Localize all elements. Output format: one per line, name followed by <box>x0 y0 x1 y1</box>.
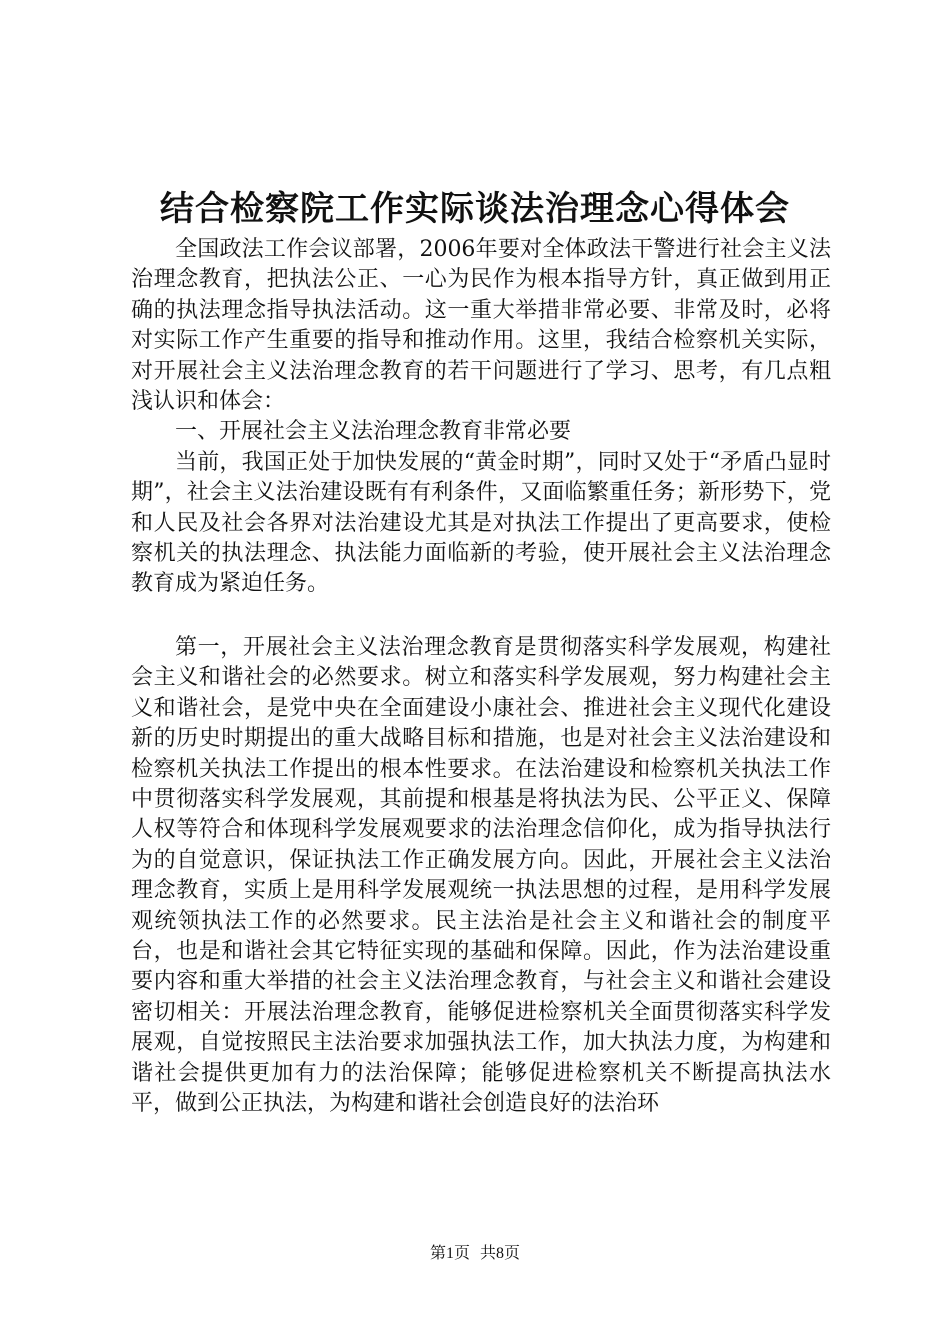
section-heading: 一、开展社会主义法治理念教育非常必要 <box>175 419 572 445</box>
document-title: 结合检察院工作实际谈法治理念心得体会 <box>160 189 790 229</box>
document-body <box>131 235 831 1119</box>
page-footer <box>0 1243 950 1265</box>
page-number: 第1页 <box>429 1245 470 1262</box>
paragraph-context: 当前，我国正处于加快发展的“黄金时期”，同时又处于“矛盾凸显时期”，社会主义法治建设既有有利条件，又面临繁重任务；新形势下，党和人民及社会各界对法治建设尤其是对执法工作提出了更高要求，使检察机关的执法理念、执法能力面临新的考验，使开展社会主义法治理念教育成为紧迫任务。 <box>131 449 831 597</box>
page-total: 共8页 <box>480 1245 521 1262</box>
paragraph-first-point: 第一，开展社会主义法治理念教育是贯彻落实科学发展观，构建社会主义和谐社会的必然要求。树立和落实科学发展观，努力构建社会主义和谐社会，是党中央在全面建设小康社会、推进社会主义现代化建设新的历史时期提出的重大战略目标和措施，也是对社会主义法治建设和检察机关执法工作提出的根本性要求。在法治建设和检察机关执法工作中贯彻落实科学发展观，其前提和根基是将执法为民、公平正义、保障人权等符合和体现科学发展观要求的法治理念信仰化，成为指导执法行为的自觉意识，保证执法工作正确发展方向。因此，开展社会主义法治理念教育，实质上是用科学发展观统一执法思想的过程，是用科学发展观统领执法工作的必然要求。民主法治是社会主义和谐社会的制度平台，也是和谐社会其它特征实现的基础和保障。因此，作为法治建设重要内容和重大举措的社会主义法治理念教育，与社会主义和谐社会建设密切相关：开展法治理念教育，能够促进检察机关全面贯彻落实科学发展观，自觉按照民主法治要求加强执法工作，加大执法力度，为构建和谐社会提供更加有力的法治保障；能够促进检察机关不断提高执法水平，做到公正执法，为构建和谐社会创造良好的法治环 <box>131 634 831 1116</box>
paragraph-intro: 全国政法工作会议部署，2006年要对全体政法干警进行社会主义法治理念教育，把执法公正、一心为民作为根本指导方针，真正做到用正确的执法理念指导执法活动。这一重大举措非常必要、非常及时，必将对实际工作产生重要的指导和推动作用。这里，我结合检察机关实际，对开展社会主义法治理念教育的若干问题进行了学习、思考，有几点粗浅认识和体会： <box>131 237 831 415</box>
